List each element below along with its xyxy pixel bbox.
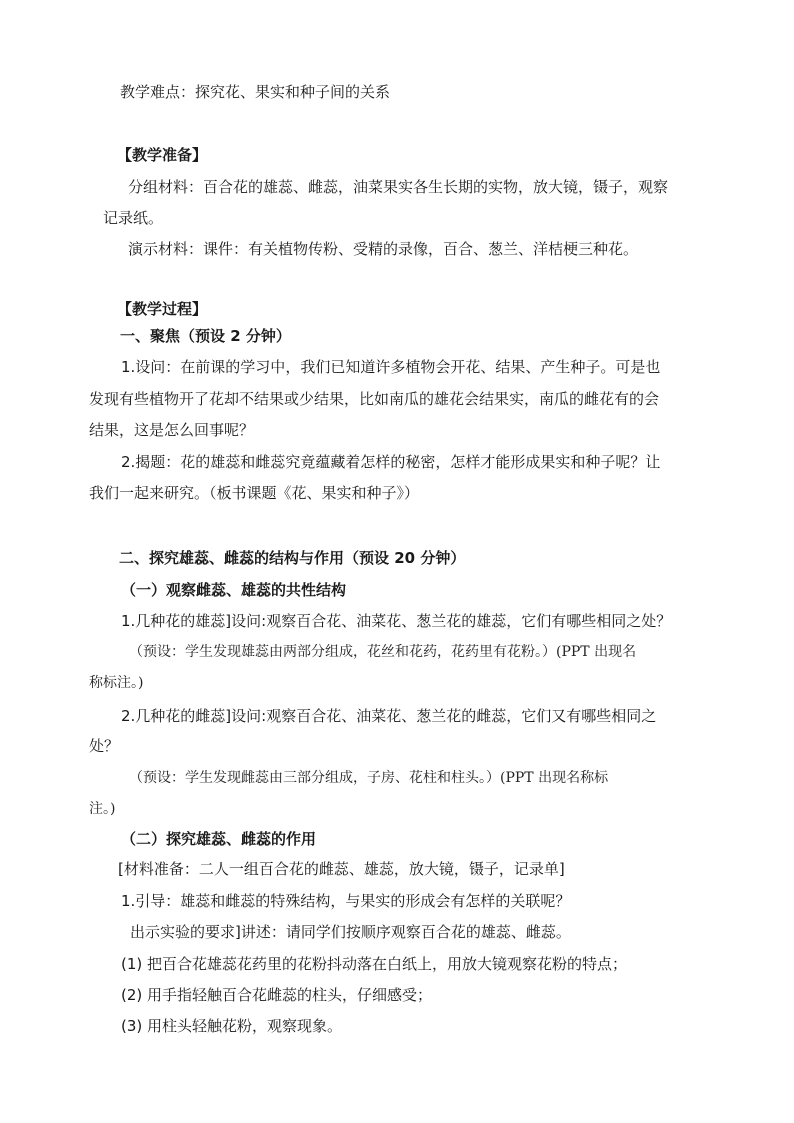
step-1: (1) 把百合花雄蕊花药里的花粉抖动落在白纸上，用放大镜观察花粉的特点； [121,955,628,973]
prep-group-line-1: 分组材料：百合花的雄蕊、雌蕊，油菜果实各生长期的实物，放大镜，镊子，观察 [128,178,669,196]
teaching-difficulty: 教学难点：探究花、果实和种子间的关系 [120,83,391,101]
process-header: 【教学过程】 [117,300,208,318]
section-1-title: 一、聚焦（预设 2 分钟） [120,327,291,345]
guide-question: 1.引导：雄蕊和雌蕊的特殊结构，与果实的形成会有怎样的关联呢？ [121,892,571,910]
prep-header: 【教学准备】 [117,146,208,164]
prep-demo: 演示材料：课件：有关植物传粉、受精的录像，百合、葱兰、洋桔梗三种花。 [128,240,639,258]
step-2: (2) 用手指轻触百合花雌蕊的柱头，仔细感受； [121,986,433,1004]
materials-prep: [材料准备：二人一组百合花的雌蕊、雄蕊，放大镜，镊子，记录单] [118,860,565,878]
step-3: (3) 用柱头轻触花粉，观察现象。 [121,1017,343,1035]
sec2-q1-preset-line2: 称标注。) [89,675,144,691]
sec1-para2-line1: 2.揭题：花的雄蕊和雌蕊究竟蕴藏着怎样的秘密，怎样才能形成果实和种子呢？让 [121,453,661,471]
sec2-q2-preset-line1: （预设：学生发现雌蕊由三部分组成，子房、花柱和柱头。）(PPT 出现名称标 [129,770,609,786]
sec1-para1-line1: 1.设问：在前课的学习中，我们已知道许多植物会开花、结果、产生种子。可是也 [121,358,661,376]
section-2-sub-1: （一）观察雌蕊、雄蕊的共性结构 [121,581,347,599]
prep-group-line-2: 记录纸。 [103,209,164,227]
sec1-para2-line2: 我们一起来研究。（板书课题《花、果实和种子》） [89,484,420,502]
sec2-q2-preset-line2: 注。) [89,801,116,817]
sec2-question-2-line2: 处？ [89,737,120,755]
section-2-title: 二、探究雄蕊、雌蕊的结构与作用（预设 20 分钟） [119,549,466,567]
experiment-requirement: 出示实验的要求]讲述：请同学们按顺序观察百合花的雄蕊、雌蕊。 [130,923,571,941]
sec2-q1-preset-line1: （预设：学生发现雄蕊由两部分组成，花丝和花药，花药里有花粉。）(PPT 出现名 [129,644,637,660]
section-2-sub-2: （二）探究雄蕊、雌蕊的作用 [121,830,317,848]
sec2-question-2-line1: 2.几种花的雌蕊]设问:观察百合花、油菜花、葱兰花的雌蕊，它们又有哪些相同之 [121,707,657,725]
sec1-para1-line3: 结果，这是怎么回事呢？ [89,421,255,439]
sec2-question-1: 1.几种花的雄蕊]设问:观察百合花、油菜花、葱兰花的雄蕊，它们有哪些相同之处？ [121,612,672,630]
sec1-para1-line2: 发现有些植物开了花却不结果或少结果，比如南瓜的雄花会结果实，南瓜的雌花有的会 [89,390,660,408]
